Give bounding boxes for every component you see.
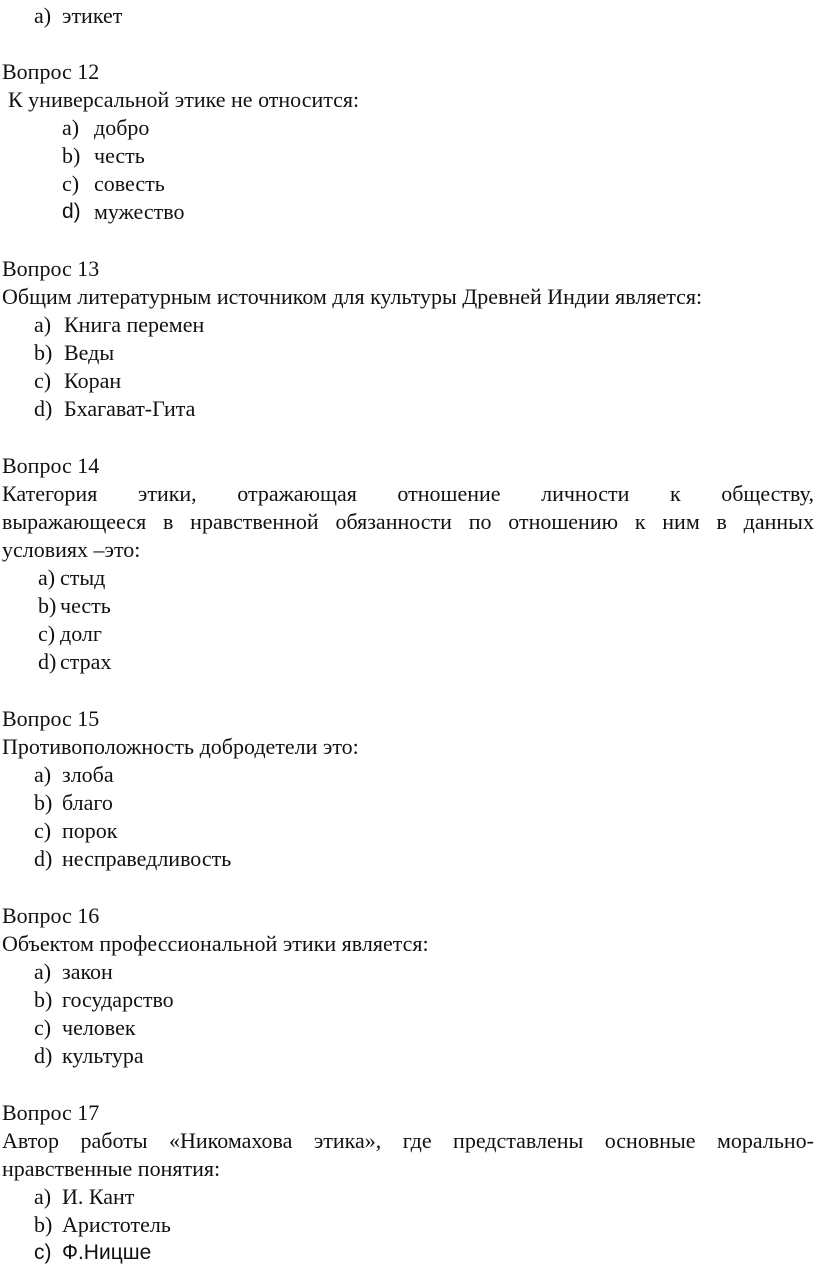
option-text: Коран bbox=[64, 368, 122, 393]
question-title: Вопрос 15 bbox=[2, 706, 100, 731]
question-text: условиях –это: bbox=[2, 537, 141, 562]
question-text: Категория этики, отражающая отношение личности к обществу, bbox=[2, 481, 814, 506]
option-text: культура bbox=[62, 1043, 144, 1068]
option-text: благо bbox=[62, 790, 113, 815]
option-marker: c) bbox=[34, 368, 52, 393]
option-text: государство bbox=[62, 987, 174, 1012]
option-marker: d) bbox=[62, 200, 81, 223]
option-marker: c) bbox=[34, 818, 52, 843]
option-marker: b) bbox=[34, 1212, 53, 1237]
option-text: этикет bbox=[62, 3, 123, 28]
question-title: Вопрос 12 bbox=[2, 59, 100, 84]
question-text: нравственные понятия: bbox=[2, 1156, 221, 1181]
option-text: страх bbox=[60, 649, 112, 674]
question-title: Вопрос 16 bbox=[2, 903, 100, 928]
option-marker: d) bbox=[34, 396, 53, 421]
question-title: Вопрос 13 bbox=[2, 256, 100, 281]
option-text: совесть bbox=[94, 171, 165, 196]
option-text: несправедливость bbox=[62, 846, 232, 871]
option-marker: c) bbox=[34, 1015, 52, 1040]
option-marker: a) bbox=[62, 115, 80, 140]
option-text: мужество bbox=[94, 199, 185, 224]
question-text: Автор работы «Никомахова этика», где представлены основные морально- bbox=[2, 1128, 814, 1153]
option-marker: a) bbox=[34, 1184, 52, 1209]
option-text: Бхагават-Гита bbox=[64, 396, 196, 421]
option-text: стыд bbox=[60, 565, 106, 590]
option-text: долг bbox=[60, 621, 102, 646]
option-text: Веды bbox=[64, 340, 115, 365]
option-text: порок bbox=[62, 818, 118, 843]
question-title: Вопрос 17 bbox=[2, 1100, 100, 1125]
option-text: Аристотель bbox=[62, 1212, 171, 1237]
option-text: Книга перемен bbox=[64, 312, 205, 337]
option-marker: c) bbox=[38, 621, 56, 646]
option-marker: a) bbox=[34, 959, 52, 984]
option-marker: a) bbox=[34, 312, 52, 337]
option-text: честь bbox=[94, 143, 145, 168]
option-marker: b) bbox=[34, 340, 53, 365]
option-text: закон bbox=[62, 959, 113, 984]
question-text: К универсальной этике не относится: bbox=[8, 87, 360, 112]
question-text: Объектом профессиональной этики является: bbox=[2, 931, 429, 956]
option-marker: d) bbox=[38, 649, 57, 674]
question-text: выражающееся в нравственной обязанности по отношению к ним в данных bbox=[2, 509, 814, 534]
option-marker: b) bbox=[34, 790, 53, 815]
option-marker: a) bbox=[34, 762, 52, 787]
option-marker: b) bbox=[62, 143, 81, 168]
question-title: Вопрос 14 bbox=[2, 453, 100, 478]
question-text: Общим литературным источником для культуры Древней Индии является: bbox=[2, 284, 703, 309]
option-marker: d) bbox=[34, 1043, 53, 1068]
option-marker: a) bbox=[38, 565, 56, 590]
option-text: Ф.Ницше bbox=[62, 1241, 152, 1264]
option-marker: a) bbox=[34, 3, 52, 28]
option-marker: d) bbox=[34, 846, 53, 871]
option-text: добро bbox=[94, 115, 150, 140]
option-marker: b) bbox=[34, 987, 53, 1012]
option-text: злоба bbox=[62, 762, 114, 787]
option-marker: c) bbox=[34, 1241, 52, 1264]
option-text: честь bbox=[60, 593, 111, 618]
option-text: человек bbox=[62, 1015, 136, 1040]
question-text: Противоположность добродетели это: bbox=[2, 734, 359, 759]
option-marker: b) bbox=[38, 593, 57, 618]
option-text: И. Кант bbox=[62, 1184, 135, 1209]
option-marker: c) bbox=[62, 171, 80, 196]
